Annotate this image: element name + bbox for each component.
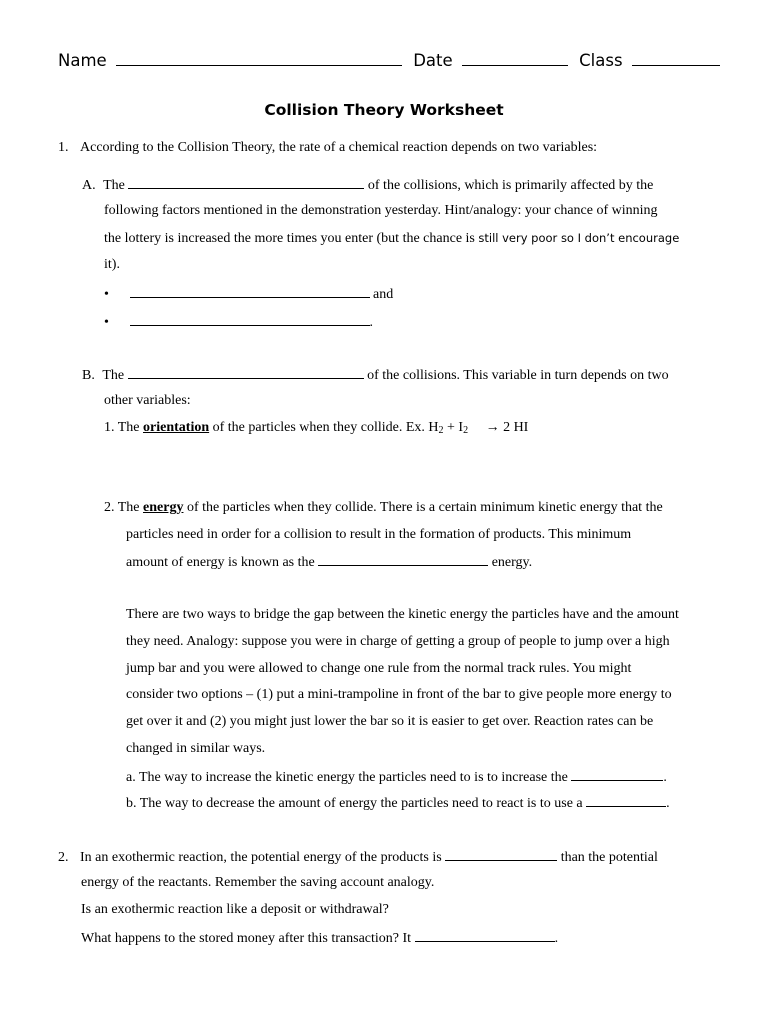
- q1b-label: B.: [82, 368, 95, 383]
- sub1-plus: + I: [447, 420, 464, 435]
- q1a-blank[interactable]: [128, 175, 364, 189]
- sub2-line3-after: energy.: [491, 555, 533, 570]
- q1b-the: The: [102, 368, 125, 383]
- q1b-sub2-line3: [126, 552, 532, 572]
- item-b-text: b. The way to decrease the amount of energy the particles need to react is to use a: [126, 796, 583, 811]
- analogy-line-4: consider two options – (1) put a mini-trampoline in front of the bar to give people more energy to: [126, 687, 672, 702]
- catalyst-blank[interactable]: [586, 793, 666, 807]
- sub1-product: 2 HI: [503, 420, 529, 435]
- sub2-the: The: [117, 500, 140, 515]
- q2-line2: energy of the reactants. Remember the saving account analogy.: [81, 875, 435, 890]
- sub1-the: The: [117, 420, 140, 435]
- q2-number: 2.: [58, 850, 69, 865]
- bullet-icon: •: [104, 315, 109, 330]
- q1-number: 1.: [58, 140, 69, 155]
- q1b-sub2-line2: particles need in order for a collision to result in the formation of products. This minimum: [126, 527, 632, 542]
- energy-term: energy: [143, 500, 184, 515]
- sub2-number: 2.: [104, 500, 115, 515]
- analogy-line-2: they need. Analogy: suppose you were in charge of getting a group of people to jump over a high: [126, 634, 670, 649]
- q1a-line3: [104, 229, 679, 248]
- q2-line1: [58, 847, 658, 867]
- sub2-line3-before: amount of energy is known as the: [126, 555, 315, 570]
- q1b-after: of the collisions. This variable in turn depends on two: [367, 368, 669, 383]
- q1a-line4: it).: [104, 257, 120, 272]
- class-label: Class: [579, 51, 623, 70]
- name-blank[interactable]: [116, 48, 402, 66]
- q1b-line2: other variables:: [104, 393, 191, 408]
- worksheet-title: Collision Theory Worksheet: [264, 101, 504, 119]
- q1a-the: The: [103, 178, 125, 193]
- q2-line1-after: than the potential: [560, 850, 658, 865]
- name-label: Name: [58, 51, 107, 70]
- q1-text: According to the Collision Theory, the rate of a chemical reaction depends on two variables:: [80, 140, 598, 155]
- sub1-text: of the particles when they collide. Ex. H: [212, 420, 439, 435]
- date-label: Date: [413, 51, 453, 70]
- q1b-sub1: [104, 419, 528, 437]
- temperature-blank[interactable]: [571, 767, 663, 781]
- date-blank[interactable]: [462, 48, 568, 66]
- analogy-line-5: get over it and (2) you might just lower the bar so it is easier to get over. Reaction rates can be: [126, 714, 654, 729]
- item-a-period: .: [663, 770, 667, 785]
- q1b-sub2-item-a: [126, 767, 667, 787]
- q1a-bullet1-blank[interactable]: [130, 284, 370, 298]
- q2-line4-before: What happens to the stored money after this transaction? It: [81, 931, 412, 946]
- sub1-number: 1.: [104, 420, 115, 435]
- bullet-icon: •: [104, 287, 109, 302]
- header-fields: [58, 48, 726, 70]
- h-subscript: 2: [438, 425, 444, 436]
- q1a-bullet-1: [104, 284, 393, 304]
- item-b-period: .: [666, 796, 670, 811]
- q1a-line2: following factors mentioned in the demonstration yesterday. Hint/analogy: your chance of winning: [104, 203, 658, 218]
- q2-compare-blank[interactable]: [445, 847, 557, 861]
- q1a-line1: [82, 175, 653, 195]
- q1-intro: [58, 139, 597, 157]
- arrow-icon: →: [485, 420, 500, 435]
- q1b-blank[interactable]: [128, 365, 364, 379]
- q1b-sub2-item-b: [126, 793, 670, 813]
- analogy-line-3: jump bar and you were allowed to change one rule from the normal track rules. You might: [126, 661, 632, 676]
- q1a-line3-alt: still very poor so I don’t encourage: [478, 231, 680, 245]
- q1a-bullet-2: [104, 312, 373, 332]
- q1a-after: of the collisions, which is primarily affected by the: [367, 178, 654, 193]
- q1b-sub2-line1: [104, 499, 663, 517]
- q1a-line3-main: the lottery is increased the more times you enter (but the chance is: [104, 231, 479, 246]
- q2-line4: [81, 928, 558, 948]
- sub2-text: of the particles when they collide. There is a certain minimum kinetic energy that the: [186, 500, 663, 515]
- q2-line4-after: .: [554, 931, 559, 946]
- q2-line3: Is an exothermic reaction like a deposit or withdrawal?: [81, 902, 389, 917]
- q2-money-blank[interactable]: [415, 928, 555, 942]
- class-blank[interactable]: [632, 48, 720, 66]
- item-a-text: a. The way to increase the kinetic energy the particles need to is to increase the: [126, 770, 568, 785]
- analogy-line-1: There are two ways to bridge the gap between the kinetic energy the particles have and the amount: [126, 607, 679, 622]
- orientation-term: orientation: [143, 420, 210, 435]
- q1a-bullet2-after: .: [369, 315, 373, 330]
- activation-energy-blank[interactable]: [318, 552, 488, 566]
- analogy-line-6: changed in similar ways.: [126, 741, 266, 756]
- q1a-label: A.: [82, 178, 96, 193]
- q2-line1-before: In an exothermic reaction, the potential energy of the products is: [80, 850, 442, 865]
- i-subscript: 2: [463, 425, 469, 436]
- q1a-bullet1-after: and: [373, 287, 394, 302]
- q1a-bullet2-blank[interactable]: [130, 312, 370, 326]
- q1b-line1: [82, 365, 669, 385]
